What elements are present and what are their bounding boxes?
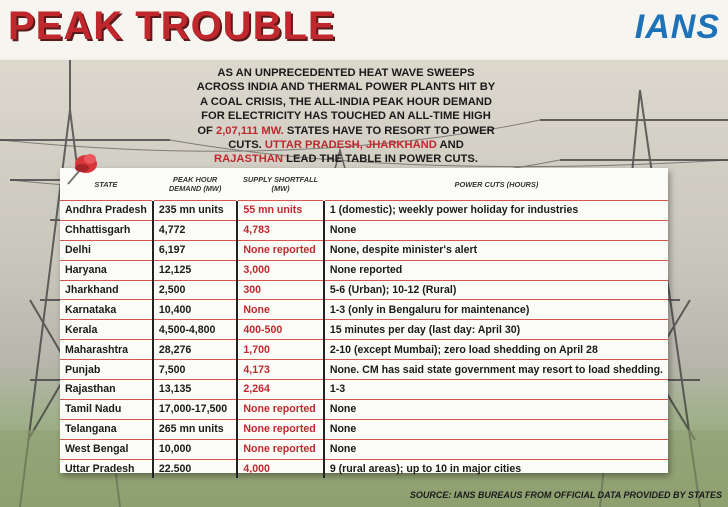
cell-demand: 28,276 — [153, 340, 238, 360]
cell-shortfall: 55 mn units — [237, 201, 323, 221]
cell-power-cuts: 15 minutes per day (last day: April 30) — [324, 320, 668, 340]
cell-state: Chhattisgarh — [60, 220, 153, 240]
table-row — [60, 201, 668, 221]
page-title: PEAK TROUBLE — [8, 4, 336, 48]
table-row — [60, 360, 668, 380]
cell-power-cuts: None — [324, 220, 668, 240]
intro-text — [196, 66, 496, 167]
cell-state: Punjab — [60, 360, 153, 380]
cell-power-cuts: 1-3 — [324, 380, 668, 400]
cell-state: Tamil Nadu — [60, 399, 153, 419]
cell-state: Haryana — [60, 260, 153, 280]
column-header-demand: PEAK HOUR DEMAND (MW) — [168, 175, 222, 193]
header-banner — [0, 0, 728, 58]
cell-shortfall: 4,000 — [237, 459, 323, 478]
cell-state: Rajasthan — [60, 380, 153, 400]
cell-demand: 7,500 — [153, 360, 238, 380]
intro-part3: AND — [436, 139, 464, 152]
intro-highlight-rajasthan: RAJASTHAN — [214, 153, 284, 166]
cell-demand: 12,125 — [153, 260, 238, 280]
cell-power-cuts: None — [324, 399, 668, 419]
cell-power-cuts: None — [324, 419, 668, 439]
cell-demand: 10,400 — [153, 300, 238, 320]
table-row — [60, 260, 668, 280]
cell-power-cuts: None — [324, 439, 668, 459]
cell-demand: 6,197 — [153, 240, 238, 260]
table-row — [60, 439, 668, 459]
cell-state: Telangana — [60, 419, 153, 439]
cell-state: Delhi — [60, 240, 153, 260]
table-row — [60, 459, 668, 478]
cell-shortfall: None reported — [237, 399, 323, 419]
cell-demand: 4,500-4,800 — [153, 320, 238, 340]
table-row — [60, 340, 668, 360]
cell-shortfall: 1,700 — [237, 340, 323, 360]
cell-demand: 4,772 — [153, 220, 238, 240]
table-row — [60, 220, 668, 240]
cell-state: Andhra Pradesh — [60, 201, 153, 221]
table-row — [60, 320, 668, 340]
cell-power-cuts: 1 (domestic); weekly power holiday for industries — [324, 201, 668, 221]
column-header-state: STATE — [94, 179, 118, 189]
intro-part2: STATES HAVE TO RESORT TO POWER CUTS. — [228, 124, 495, 152]
cell-shortfall: 300 — [237, 280, 323, 300]
cell-state: Jharkhand — [60, 280, 153, 300]
cell-power-cuts: 9 (rural areas); up to 10 in major cities — [324, 459, 668, 478]
cell-shortfall: 3,000 — [237, 260, 323, 280]
cell-power-cuts: 2-10 (except Mumbai); zero load shedding on April 28 — [324, 340, 668, 360]
cell-demand: 235 mn units — [153, 201, 238, 221]
column-header-shortfall: SUPPLY SHORTFALL (MW) — [243, 175, 319, 193]
cell-state: Karnataka — [60, 300, 153, 320]
cell-power-cuts: 5-6 (Urban); 10-12 (Rural) — [324, 280, 668, 300]
cell-demand: 10,000 — [153, 439, 238, 459]
cell-shortfall: 2,264 — [237, 380, 323, 400]
cell-shortfall: None reported — [237, 439, 323, 459]
intro-highlight-demand: 2,07,111 MW. — [215, 124, 284, 137]
table-row — [60, 380, 668, 400]
intro-part4: LEAD THE TABLE IN POWER CUTS. — [283, 153, 478, 166]
cell-demand: 17,000-17,500 — [153, 399, 238, 419]
power-table-card — [60, 168, 668, 476]
cell-state: Uttar Pradesh — [60, 459, 153, 478]
cell-state: Maharashtra — [60, 340, 153, 360]
cell-power-cuts: 1-3 (only in Bengaluru for maintenance) — [324, 300, 668, 320]
table-row — [60, 240, 668, 260]
cell-demand: 265 mn units — [153, 419, 238, 439]
column-header-power-cuts: POWER CUTS (HOURS) — [454, 179, 539, 189]
table-row — [60, 419, 668, 439]
cell-shortfall: None reported — [237, 419, 323, 439]
cell-demand: 22.500 — [153, 459, 238, 478]
cell-shortfall: 400-500 — [237, 320, 323, 340]
cell-power-cuts: None. CM has said state government may resort to load shedding. — [324, 360, 668, 380]
cell-state: West Bengal — [60, 439, 153, 459]
table-row — [60, 399, 668, 419]
intro-highlight-states: UTTAR PRADESH, JHARKHAND — [264, 139, 437, 152]
cell-shortfall: None reported — [237, 240, 323, 260]
table-header-row — [60, 168, 668, 201]
cell-shortfall: 4,783 — [237, 220, 323, 240]
table-row — [60, 280, 668, 300]
cell-state: Kerala — [60, 320, 153, 340]
cell-power-cuts: None, despite minister's alert — [324, 240, 668, 260]
power-table — [60, 168, 668, 478]
cell-shortfall: 4,173 — [237, 360, 323, 380]
cell-shortfall: None — [237, 300, 323, 320]
intro-part1: AS AN UNPRECEDENTED HEAT WAVE SWEEPS ACROSS INDIA AND THERMAL POWER PLANTS HIT BY A COAL CRISIS, THE ALL-INDIA PEAK HOUR DEMAND FOR ELECTRICITY HAS TOUCHED AN ALL-TIME HIGH OF — [196, 67, 496, 137]
cell-power-cuts: None reported — [324, 260, 668, 280]
cell-demand: 2,500 — [153, 280, 238, 300]
source-note: SOURCE: IANS BUREAUS FROM OFFICIAL DATA PROVIDED BY STATES — [409, 490, 722, 500]
pushpin-icon — [60, 148, 104, 192]
ians-logo: IANS — [634, 8, 720, 46]
cell-demand: 13,135 — [153, 380, 238, 400]
table-row — [60, 300, 668, 320]
